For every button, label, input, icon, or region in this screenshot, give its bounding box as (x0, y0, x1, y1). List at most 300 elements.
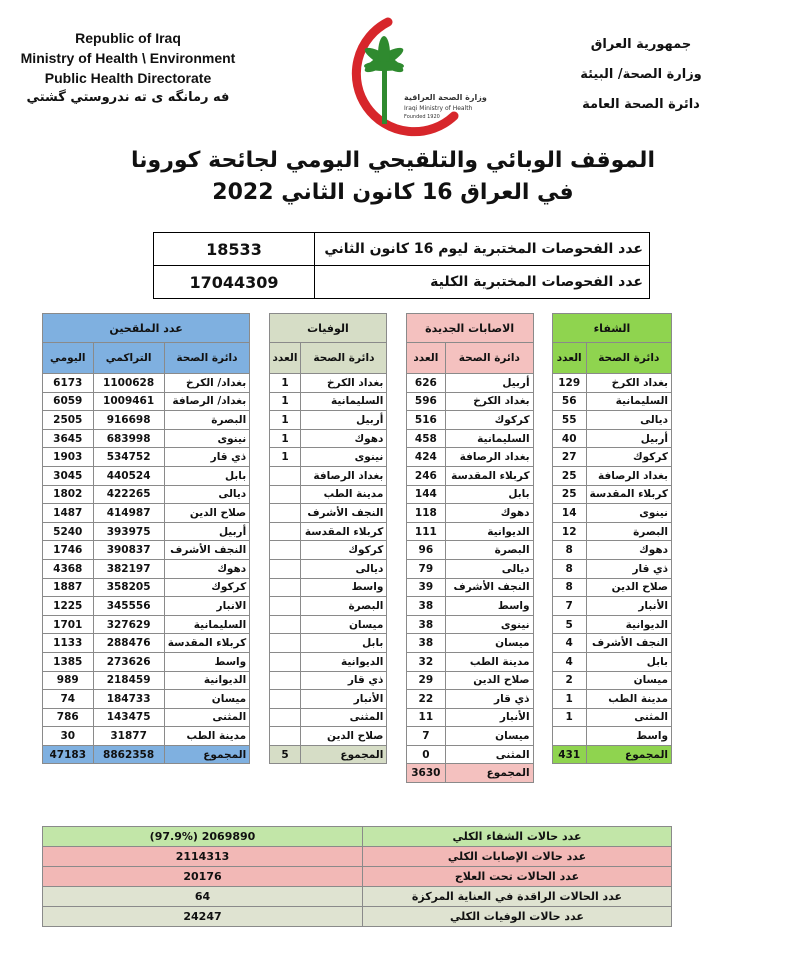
recovery-dept-cell: دهوك (586, 541, 671, 560)
deaths-dept-cell: بابل (301, 634, 387, 653)
summary-label: عدد حالات الإصابات الكلي (363, 847, 672, 867)
new-cases-dept-cell: السليمانية (446, 429, 534, 448)
header-en-line: Republic of Iraq (75, 30, 181, 46)
column-gap (533, 745, 552, 764)
new-cases-dept-cell: ذي قار (446, 690, 534, 709)
vaccinated-daily-cell: 5240 (43, 522, 94, 541)
column-gap (387, 634, 406, 653)
vaccinated-cumulative-cell: 31877 (93, 727, 164, 746)
ministry-logo (326, 14, 487, 138)
column-gap (387, 764, 406, 783)
recovery-dept-cell: كربلاء المقدسة (586, 485, 671, 504)
deaths-dept-cell: النجف الأشرف (301, 504, 387, 523)
table-row (43, 615, 672, 634)
column-gap (533, 522, 552, 541)
column-gap (387, 559, 406, 578)
new-cases-count-cell: 111 (406, 522, 445, 541)
deaths-count-cell: 1 (269, 448, 301, 467)
table-row (43, 708, 672, 727)
new-cases-dept-cell: بغداد الرصافة (446, 448, 534, 467)
deaths-count-cell: 1 (269, 392, 301, 411)
vaccinated-dept-cell: ميسان (164, 690, 249, 709)
column-gap (387, 374, 406, 393)
header-en-line: Public Health Directorate (44, 70, 212, 86)
new-cases-count-cell: 246 (406, 466, 445, 485)
col-header-cumulative: التراكمي (93, 343, 164, 374)
deaths-dept-cell: بغداد الكرخ (301, 374, 387, 393)
recovery-count-cell: 14 (552, 504, 586, 523)
vaccinated-daily-cell: 6059 (43, 392, 94, 411)
column-gap (533, 652, 552, 671)
new-cases-dept-cell: واسط (446, 597, 534, 616)
column-gap (250, 652, 269, 671)
column-gap (387, 727, 406, 746)
vaccinated-daily-cell: 1887 (43, 578, 94, 597)
column-gap (533, 764, 552, 783)
column-gap (269, 764, 301, 783)
vaccinated-cumulative-cell: 273626 (93, 652, 164, 671)
vaccinated-daily-cell: 74 (43, 690, 94, 709)
vaccinated-dept-cell: البصرة (164, 411, 249, 430)
vaccinated-dept-cell: دهوك (164, 559, 249, 578)
vaccinated-daily-cell: 1701 (43, 615, 94, 634)
vaccinated-dept-cell: أربيل (164, 522, 249, 541)
new-cases-count-cell: 11 (406, 708, 445, 727)
column-gap (301, 764, 387, 783)
column-gap (387, 504, 406, 523)
deaths-dept-cell: واسط (301, 578, 387, 597)
recovery-count-cell: 1 (552, 708, 586, 727)
summary-value: 24247 (43, 907, 363, 927)
deaths-count-cell: 1 (269, 411, 301, 430)
column-gap (250, 466, 269, 485)
recovery-dept-cell: ميسان (586, 671, 671, 690)
new-cases-count-cell: 29 (406, 671, 445, 690)
deaths-count-cell (269, 578, 301, 597)
vaccinated-daily-cell: 1802 (43, 485, 94, 504)
vaccinated-dept-cell: واسط (164, 652, 249, 671)
recovery-dept-cell: كركوك (586, 448, 671, 467)
column-gap (533, 411, 552, 430)
new-cases-dept-cell: ديالى (446, 559, 534, 578)
header-en-line: Ministry of Health \ Environment (20, 50, 236, 66)
column-gap (250, 634, 269, 653)
header-arabic (556, 30, 726, 120)
new-cases-count-cell: 424 (406, 448, 445, 467)
vaccinated-dept-cell: ذي قار (164, 448, 249, 467)
deaths-dept-cell: ميسان (301, 615, 387, 634)
summary-value: 2069890 (97.9%) (43, 827, 363, 847)
new-cases-count-cell: 22 (406, 690, 445, 709)
deaths-total-label: المجموع (301, 745, 387, 764)
column-gap (250, 429, 269, 448)
deaths-group-header: الوفيات (269, 314, 387, 343)
new-cases-dept-cell: مدينة الطب (446, 652, 534, 671)
table-row (43, 504, 672, 523)
vaccinated-dept-cell: صلاح الدين (164, 504, 249, 523)
summary-row (43, 887, 672, 907)
new-cases-total-value: 3630 (406, 764, 445, 783)
column-gap (552, 764, 586, 783)
recovery-count-cell: 40 (552, 429, 586, 448)
vaccinated-dept-cell: كركوك (164, 578, 249, 597)
daily-tests-row (154, 233, 650, 266)
logo-english-text: Iraqi Ministry of Health (404, 105, 473, 112)
vaccinated-daily-cell: 1487 (43, 504, 94, 523)
vaccinated-cumulative-cell: 1100628 (93, 374, 164, 393)
recovery-count-cell: 5 (552, 615, 586, 634)
vaccinated-dept-cell: نينوى (164, 429, 249, 448)
recovery-count-cell: 8 (552, 541, 586, 560)
vaccinated-dept-cell: مدينة الطب (164, 727, 249, 746)
deaths-count-cell: 1 (269, 429, 301, 448)
new-cases-dept-cell: المثنى (446, 745, 534, 764)
vaccinated-cumulative-cell: 414987 (93, 504, 164, 523)
header-ar-line: وزارة الصحة/ البيئة (580, 67, 702, 82)
column-gap (250, 578, 269, 597)
recovery-count-cell: 129 (552, 374, 586, 393)
vaccinated-cumulative-cell: 422265 (93, 485, 164, 504)
header-ar-line: جمهورية العراق (590, 37, 692, 52)
deaths-count-cell (269, 522, 301, 541)
deaths-count-cell: 1 (269, 374, 301, 393)
deaths-count-cell (269, 541, 301, 560)
table-row (43, 466, 672, 485)
page-title: الموقف الوبائي والتلقيحي اليومي لجائحة كورونا (131, 148, 655, 173)
column-gap (533, 485, 552, 504)
table-row (43, 559, 672, 578)
new-cases-dept-cell: أربيل (446, 374, 534, 393)
vaccinated-dept-cell: بغداد/ الكرخ (164, 374, 249, 393)
deaths-dept-cell: ديالى (301, 559, 387, 578)
deaths-dept-cell: الديوانية (301, 652, 387, 671)
logo-arabic-text: وزارة الصحة العراقية (404, 93, 487, 102)
new-cases-count-cell: 0 (406, 745, 445, 764)
table-row (43, 634, 672, 653)
new-cases-dept-cell: بغداد الكرخ (446, 392, 534, 411)
recovery-count-cell: 8 (552, 578, 586, 597)
vaccinated-daily-cell: 1903 (43, 448, 94, 467)
new-cases-count-cell: 516 (406, 411, 445, 430)
vaccinated-dept-cell: السليمانية (164, 615, 249, 634)
column-gap (250, 671, 269, 690)
recovery-dept-cell: الديوانية (586, 615, 671, 634)
new-cases-dept-cell: صلاح الدين (446, 671, 534, 690)
column-gap (250, 708, 269, 727)
recovery-count-cell: 25 (552, 466, 586, 485)
epidemic-status-table (42, 313, 672, 783)
vaccinated-daily-cell: 3045 (43, 466, 94, 485)
column-gap (533, 466, 552, 485)
deaths-count-cell (269, 671, 301, 690)
col-header-count: العدد (406, 343, 445, 374)
group-header-row (43, 314, 672, 343)
header-english (8, 28, 248, 108)
recovery-dept-cell: نينوى (586, 504, 671, 523)
deaths-count-cell (269, 485, 301, 504)
lab-tests-table (153, 232, 650, 299)
column-gap (533, 429, 552, 448)
column-gap (533, 541, 552, 560)
vaccinated-dept-cell: الديوانية (164, 671, 249, 690)
column-gap (387, 652, 406, 671)
column-gap (250, 597, 269, 616)
new-cases-count-cell: 38 (406, 597, 445, 616)
table-row (43, 597, 672, 616)
new-cases-count-cell: 118 (406, 504, 445, 523)
vaccinated-daily-cell: 1385 (43, 652, 94, 671)
column-gap (250, 615, 269, 634)
table-row (43, 522, 672, 541)
vaccinated-cumulative-cell: 1009461 (93, 392, 164, 411)
column-gap (250, 448, 269, 467)
column-gap (533, 392, 552, 411)
recovery-group-header: الشفاء (552, 314, 671, 343)
vaccinated-cumulative-cell: 345556 (93, 597, 164, 616)
recovery-count-cell: 25 (552, 485, 586, 504)
recovery-dept-cell: صلاح الدين (586, 578, 671, 597)
totals-row (43, 764, 672, 783)
deaths-dept-cell: دهوك (301, 429, 387, 448)
deaths-count-cell (269, 559, 301, 578)
recovery-dept-cell: مدينة الطب (586, 690, 671, 709)
column-gap (250, 745, 269, 764)
new-cases-dept-cell: ميسان (446, 727, 534, 746)
deaths-count-cell (269, 727, 301, 746)
recovery-count-cell: 4 (552, 634, 586, 653)
vaccinated-cumulative-cell: 218459 (93, 671, 164, 690)
table-row (43, 411, 672, 430)
summary-row (43, 827, 672, 847)
col-header-dept: دائرة الصحة (164, 343, 249, 374)
vaccinated-cumulative-cell: 288476 (93, 634, 164, 653)
column-gap (387, 429, 406, 448)
vaccinated-dept-cell: الانبار (164, 597, 249, 616)
recovery-dept-cell: بغداد الرصافة (586, 466, 671, 485)
col-header-count: العدد (269, 343, 301, 374)
summary-value: 64 (43, 887, 363, 907)
column-gap (250, 541, 269, 560)
ministry-logo-icon (326, 14, 487, 138)
recovery-count-cell: 56 (552, 392, 586, 411)
column-gap (387, 615, 406, 634)
deaths-count-cell (269, 652, 301, 671)
deaths-dept-cell: المثنى (301, 708, 387, 727)
vaccinated-daily-cell: 3645 (43, 429, 94, 448)
column-gap (387, 392, 406, 411)
recovery-dept-cell: بغداد الكرخ (586, 374, 671, 393)
deaths-count-cell (269, 690, 301, 709)
deaths-dept-cell: كركوك (301, 541, 387, 560)
vaccinated-daily-cell: 1746 (43, 541, 94, 560)
summary-row (43, 847, 672, 867)
summary-row (43, 907, 672, 927)
deaths-count-cell (269, 708, 301, 727)
vaccinated-cumulative-cell: 534752 (93, 448, 164, 467)
column-gap (387, 745, 406, 764)
vaccinated-daily-cell: 30 (43, 727, 94, 746)
new-cases-count-cell: 32 (406, 652, 445, 671)
daily-tests-value: 18533 (154, 233, 315, 266)
deaths-count-cell (269, 597, 301, 616)
summary-row (43, 867, 672, 887)
vaccinated-cumulative-cell: 390837 (93, 541, 164, 560)
column-gap (533, 671, 552, 690)
column-gap (387, 708, 406, 727)
vaccinated-daily-cell: 786 (43, 708, 94, 727)
column-gap (533, 343, 552, 374)
new-cases-dept-cell: البصرة (446, 541, 534, 560)
vaccinated-daily-cell: 1225 (43, 597, 94, 616)
vaccinated-cumulative-cell: 683998 (93, 429, 164, 448)
vaccinated-cumulative-cell: 358205 (93, 578, 164, 597)
column-gap (387, 411, 406, 430)
recovery-dept-cell: بابل (586, 652, 671, 671)
new-cases-dept-cell: دهوك (446, 504, 534, 523)
table-row (43, 652, 672, 671)
deaths-count-cell (269, 504, 301, 523)
vaccinated-total-label: المجموع (164, 745, 249, 764)
summary-label: عدد الحالات تحت العلاج (363, 867, 672, 887)
new-cases-count-cell: 39 (406, 578, 445, 597)
vaccinated-dept-cell: بغداد/ الرصافة (164, 392, 249, 411)
table-row (43, 448, 672, 467)
deaths-total-value: 5 (269, 745, 301, 764)
recovery-dept-cell: واسط (586, 727, 671, 746)
daily-tests-label: عدد الفحوصات المختبرية ليوم 16 كانون الثاني (315, 233, 650, 266)
column-gap (250, 690, 269, 709)
recovery-count-cell: 7 (552, 597, 586, 616)
deaths-dept-cell: البصرة (301, 597, 387, 616)
deaths-dept-cell: صلاح الدين (301, 727, 387, 746)
deaths-dept-cell: السليمانية (301, 392, 387, 411)
summary-label: عدد حالات الوفيات الكلي (363, 907, 672, 927)
summary-value: 2114313 (43, 847, 363, 867)
recovery-dept-cell: ذي قار (586, 559, 671, 578)
column-gap (533, 374, 552, 393)
new-cases-count-cell: 144 (406, 485, 445, 504)
column-gap (533, 597, 552, 616)
deaths-dept-cell: كربلاء المقدسة (301, 522, 387, 541)
deaths-count-cell (269, 615, 301, 634)
column-gap (164, 764, 249, 783)
new-cases-dept-cell: نينوى (446, 615, 534, 634)
recovery-count-cell: 12 (552, 522, 586, 541)
new-cases-total-label: المجموع (446, 764, 534, 783)
summary-value: 20176 (43, 867, 363, 887)
new-cases-count-cell: 7 (406, 727, 445, 746)
vaccinated-daily-cell: 4368 (43, 559, 94, 578)
deaths-dept-cell: مدينة الطب (301, 485, 387, 504)
column-gap (533, 615, 552, 634)
summary-table (42, 826, 672, 927)
column-gap (250, 485, 269, 504)
column-gap (533, 634, 552, 653)
vaccinated-dept-cell: بابل (164, 466, 249, 485)
col-header-dept: دائرة الصحة (446, 343, 534, 374)
column-gap (387, 578, 406, 597)
column-gap (387, 690, 406, 709)
vaccinated-cumulative-cell: 393975 (93, 522, 164, 541)
table-row (43, 374, 672, 393)
recovery-count-cell: 2 (552, 671, 586, 690)
column-gap (533, 690, 552, 709)
table-row (43, 578, 672, 597)
new-cases-count-cell: 96 (406, 541, 445, 560)
recovery-count-cell: 4 (552, 652, 586, 671)
column-gap (387, 541, 406, 560)
recovery-total-label: المجموع (586, 745, 671, 764)
column-gap (387, 597, 406, 616)
vaccinated-group-header: عدد الملقحين (43, 314, 250, 343)
page-subtitle-date: في العراق 16 كانون الثاني 2022 (212, 180, 574, 205)
column-gap (43, 764, 94, 783)
table-row (43, 485, 672, 504)
new-cases-dept-cell: الأنبار (446, 708, 534, 727)
column-gap (250, 314, 269, 343)
column-gap (387, 671, 406, 690)
recovery-count-cell: 1 (552, 690, 586, 709)
deaths-dept-cell: نينوى (301, 448, 387, 467)
vaccinated-daily-cell: 989 (43, 671, 94, 690)
total-tests-row (154, 266, 650, 299)
column-gap (387, 466, 406, 485)
column-gap (533, 708, 552, 727)
column-gap (387, 343, 406, 374)
recovery-dept-cell: ديالى (586, 411, 671, 430)
table-row (43, 541, 672, 560)
deaths-count-cell (269, 634, 301, 653)
deaths-count-cell (269, 466, 301, 485)
new-cases-dept-cell: كربلاء المقدسة (446, 466, 534, 485)
column-gap (387, 485, 406, 504)
column-gap (250, 392, 269, 411)
vaccinated-cumulative-cell: 184733 (93, 690, 164, 709)
header-kurdish-line: فه رمانگه ى ته ندروستي گشتي (26, 90, 230, 105)
column-gap (387, 448, 406, 467)
logo-founded-text: Founded 1920 (404, 114, 440, 120)
column-gap (533, 504, 552, 523)
new-cases-group-header: الاصابات الجديدة (406, 314, 533, 343)
column-gap (250, 374, 269, 393)
column-gap (250, 411, 269, 430)
col-header-dept: دائرة الصحة (586, 343, 671, 374)
header-ar-line: دائرة الصحة العامة (582, 97, 700, 112)
column-gap (250, 343, 269, 374)
table-row (43, 690, 672, 709)
new-cases-dept-cell: الديوانية (446, 522, 534, 541)
deaths-dept-cell: أربيل (301, 411, 387, 430)
new-cases-dept-cell: النجف الأشرف (446, 578, 534, 597)
new-cases-count-cell: 38 (406, 615, 445, 634)
vaccinated-daily-cell: 6173 (43, 374, 94, 393)
recovery-dept-cell: المثنى (586, 708, 671, 727)
recovery-dept-cell: البصرة (586, 522, 671, 541)
deaths-dept-cell: بغداد الرصافة (301, 466, 387, 485)
recovery-dept-cell: السليمانية (586, 392, 671, 411)
vaccinated-daily-cell: 1133 (43, 634, 94, 653)
vaccinated-dept-cell: ديالى (164, 485, 249, 504)
column-gap (250, 504, 269, 523)
column-gap (250, 522, 269, 541)
column-gap (250, 559, 269, 578)
recovery-total-value: 431 (552, 745, 586, 764)
table-row (43, 671, 672, 690)
column-gap (586, 764, 671, 783)
summary-label: عدد الحالات الراقدة في العناية المركزة (363, 887, 672, 907)
col-header-count: العدد (552, 343, 586, 374)
column-gap (387, 522, 406, 541)
